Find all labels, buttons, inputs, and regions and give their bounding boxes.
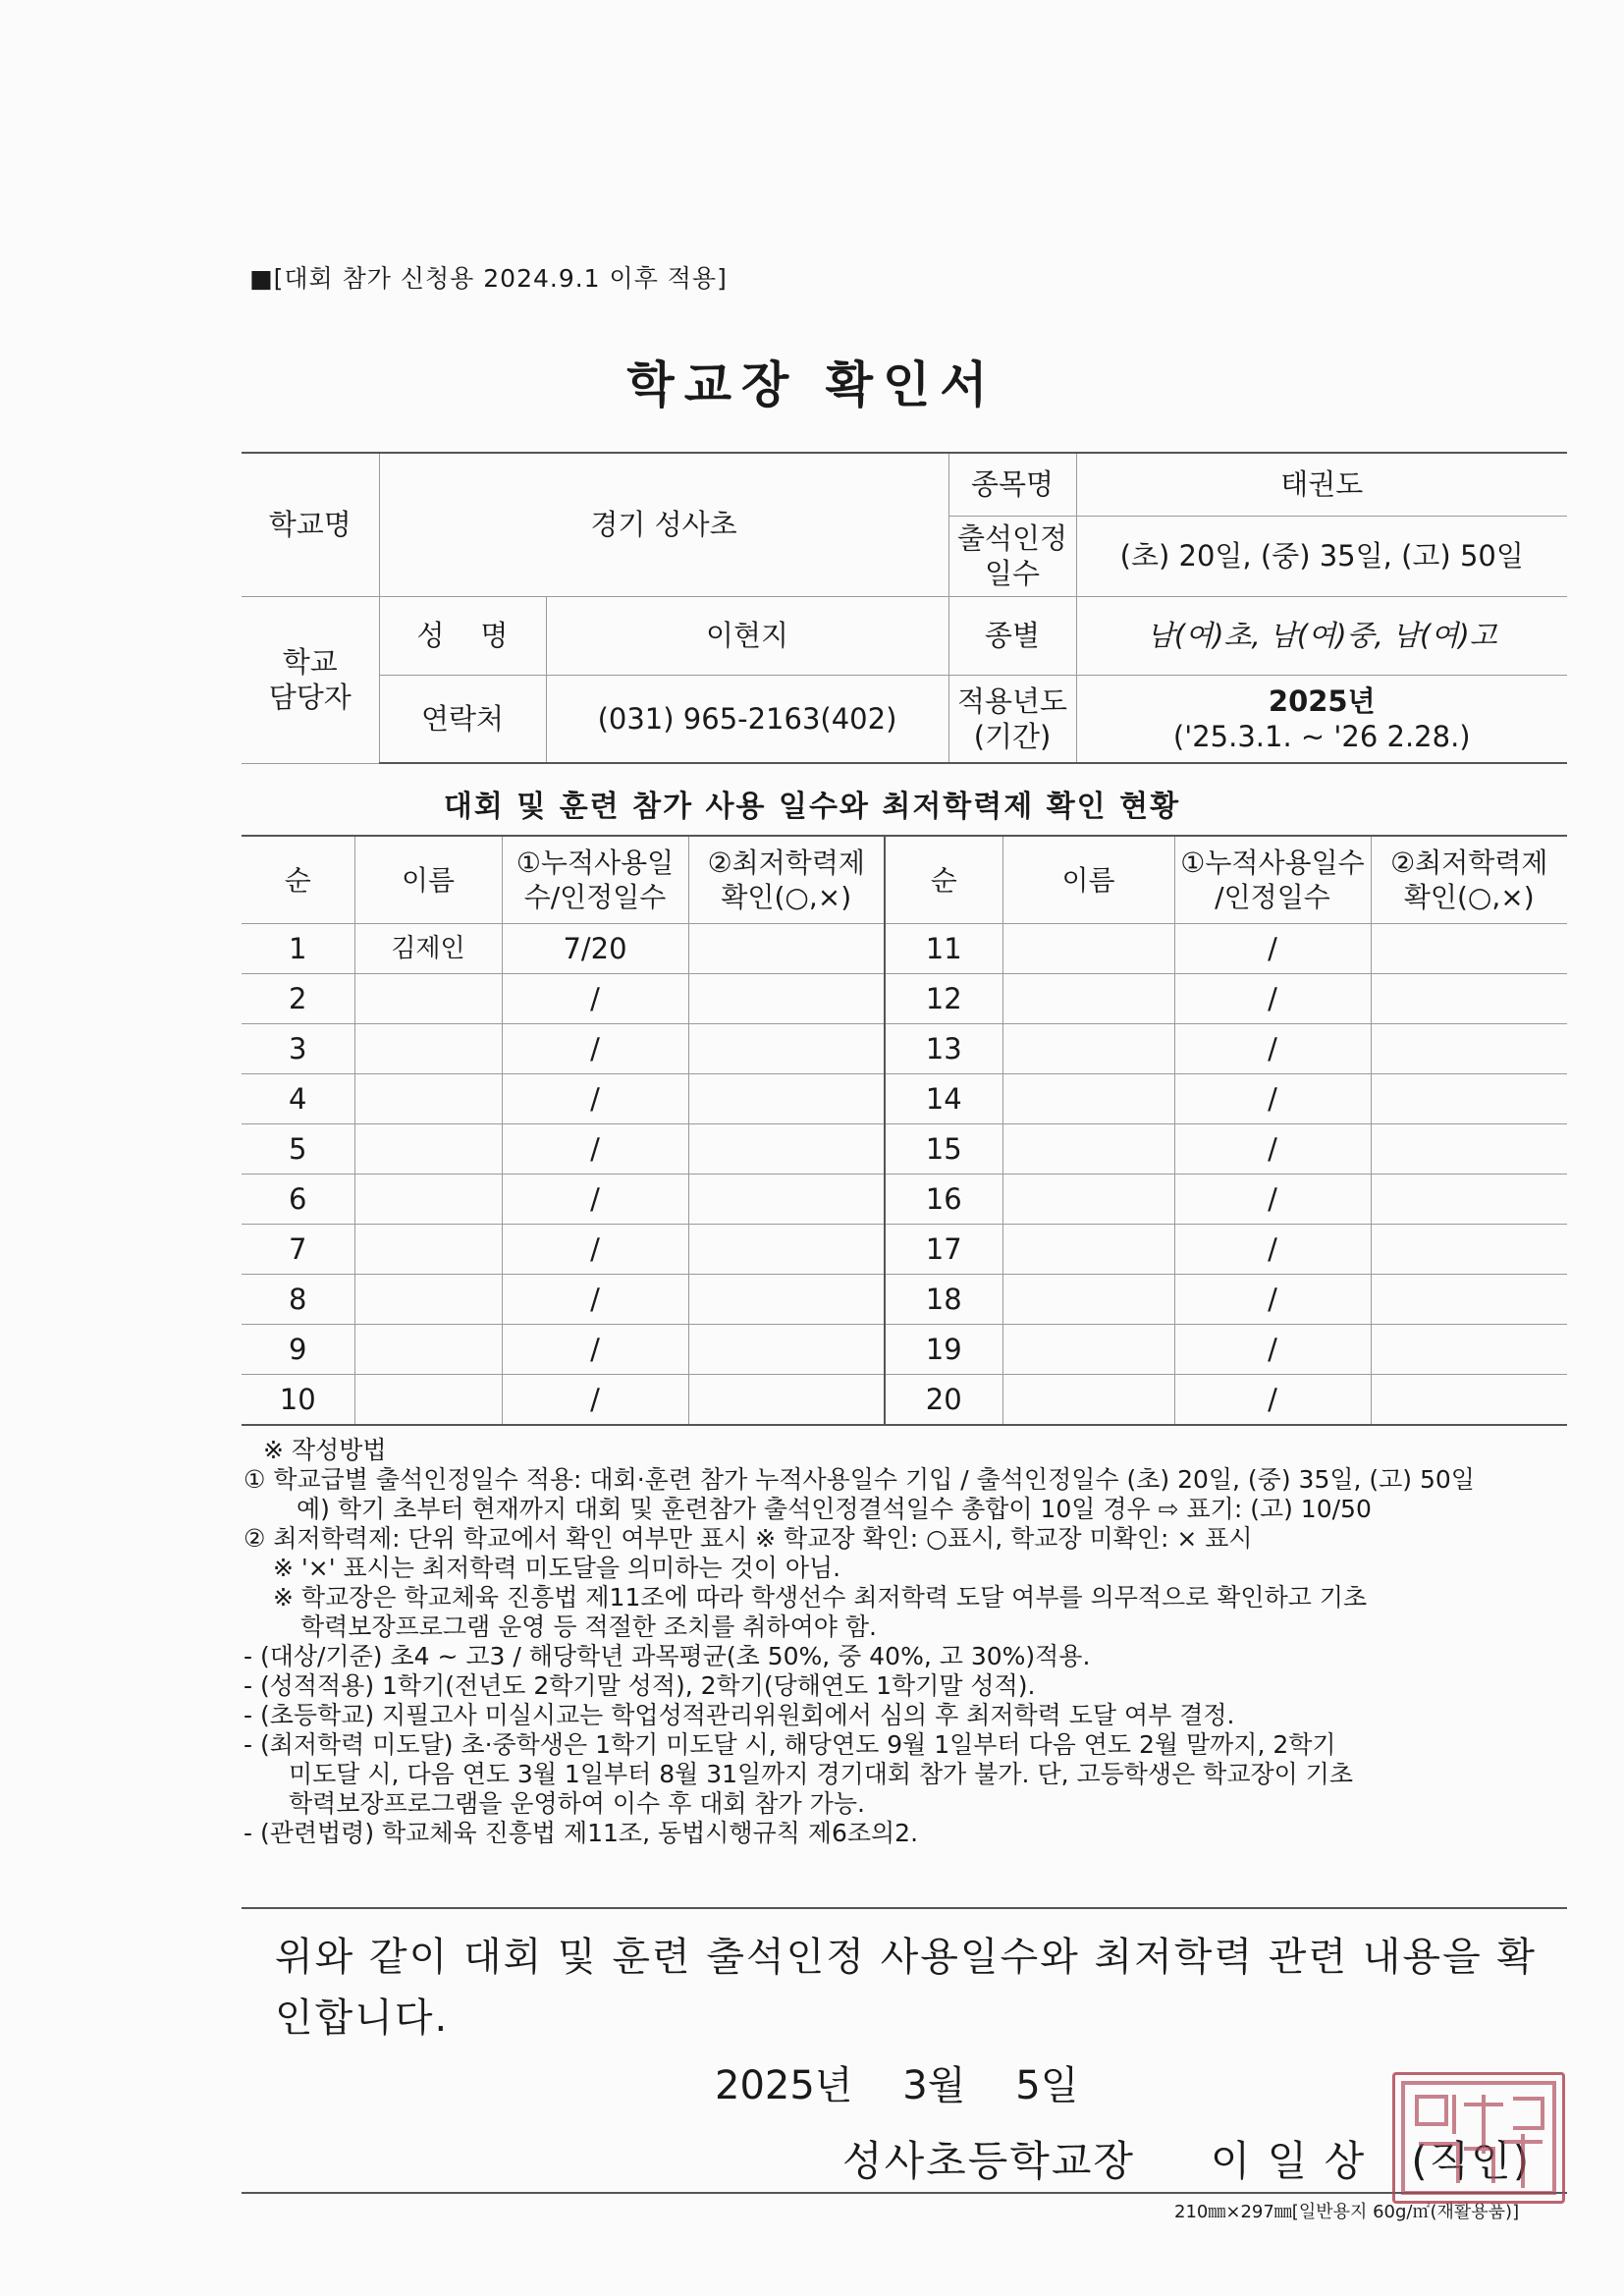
row-number: 1 (242, 924, 354, 974)
row-number: 9 (242, 1325, 354, 1375)
row-check (1371, 1375, 1567, 1426)
col-header-check: ②최저학력제 확인(○,×) (1371, 836, 1567, 924)
row-name (354, 974, 502, 1024)
row-number: 12 (885, 974, 1002, 1024)
table-row (242, 1325, 1567, 1375)
section-subtitle: 대회 및 훈련 참가 사용 일수와 최저학력제 확인 현황 (443, 790, 1181, 824)
row-used-days: / (1174, 1124, 1371, 1175)
divider (242, 1907, 1567, 1909)
row-number: 5 (242, 1124, 354, 1175)
instruction-line: - (초등학교) 지필고사 미실시교는 학업성적관리위원회에서 심의 후 최저학력 도달 여부 결정. (244, 1701, 1235, 1729)
attend-value: (초) 20일, (중) 35일, (고) 50일 (1076, 516, 1567, 596)
signer-line: 성사초등학교장 이 일 상 (직인) (842, 2137, 1532, 2185)
footer-divider (242, 2192, 1567, 2194)
row-check (1371, 974, 1567, 1024)
row-number: 3 (242, 1024, 354, 1074)
row-used-days: / (502, 1275, 688, 1325)
instructions (244, 1436, 1569, 1848)
col-header-used: ①누적사용일수 /인정일수 (1174, 836, 1371, 924)
row-number: 18 (885, 1275, 1002, 1325)
row-used-days: / (1174, 1375, 1371, 1426)
table-row (242, 1024, 1567, 1074)
row-used-days: 7/20 (502, 924, 688, 974)
row-number: 15 (885, 1124, 1002, 1175)
row-used-days: / (502, 1024, 688, 1074)
gender-label: 종별 (948, 596, 1076, 675)
row-used-days: / (502, 1124, 688, 1175)
row-check (1371, 1325, 1567, 1375)
row-name: 김제인 (354, 924, 502, 974)
row-name (1002, 1024, 1174, 1074)
row-name (1002, 1225, 1174, 1275)
year-cell (1076, 675, 1567, 763)
info-table (242, 452, 1567, 764)
row-name (354, 1024, 502, 1074)
official-seal-stamp (1392, 2072, 1565, 2204)
table-row (242, 1124, 1567, 1175)
row-name (354, 1275, 502, 1325)
instruction-line: 미도달 시, 다음 연도 3월 1일부터 8월 31일까지 경기대회 참가 불가. 단, 고등학생은 학교장이 기초 (289, 1760, 1354, 1788)
instruction-line: ① 학교급별 출석인정일수 적용: 대회·훈련 참가 누적사용일수 기입 / 출석인정일수 (초) 20일, (중) 35일, (고) 50일 (244, 1465, 1475, 1494)
table-row (242, 1375, 1567, 1426)
row-used-days: / (502, 1074, 688, 1124)
row-check (688, 1074, 885, 1124)
row-check (688, 1124, 885, 1175)
row-check (688, 1375, 885, 1426)
instruction-line: ※ 학교장은 학교체육 진흥법 제11조에 따라 학생선수 최저학력 도달 여부를 의무적으로 확인하고 기초 (273, 1583, 1368, 1612)
name-label: 성 명 (379, 596, 546, 675)
row-number: 17 (885, 1225, 1002, 1275)
col-header-check: ②최저학력제 확인(○,×) (688, 836, 885, 924)
table-row (242, 1074, 1567, 1124)
row-number: 13 (885, 1024, 1002, 1074)
row-number: 8 (242, 1275, 354, 1325)
col-header-no: 순 (242, 836, 354, 924)
row-used-days: / (1174, 974, 1371, 1024)
row-number: 7 (242, 1225, 354, 1275)
name-value: 이현지 (546, 596, 948, 675)
row-check (688, 924, 885, 974)
page-title: 학교장 확인서 (626, 356, 998, 413)
row-number: 6 (242, 1175, 354, 1225)
table-row (242, 924, 1567, 974)
row-name (354, 1124, 502, 1175)
row-used-days: / (502, 1225, 688, 1275)
row-used-days: / (1174, 1225, 1371, 1275)
row-check (1371, 1124, 1567, 1175)
year-value: 2025년 (1268, 683, 1376, 718)
instruction-line: - (최저학력 미도달) 초·중학생은 1학기 미도달 시, 해당연도 9월 1일부터 다음 연도 2월 말까지, 2학기 (244, 1730, 1336, 1759)
instruction-line: - (대상/기준) 초4 ~ 고3 / 해당학년 과목평균(초 50%, 중 40%, 고 30%)적용. (244, 1642, 1091, 1670)
instruction-line: ※ '×' 표시는 최저학력 미도달을 의미하는 것이 아님. (273, 1554, 841, 1582)
row-check (1371, 1024, 1567, 1074)
staff-label: 학교 담당자 (242, 596, 379, 763)
contact-value: (031) 965-2163(402) (546, 675, 948, 763)
school-label: 학교명 (242, 453, 379, 596)
paper-spec: 210㎜×297㎜[일반용지 60g/㎡(재활용품)] (1174, 2202, 1520, 2222)
instruction-line: - (관련법령) 학교체육 진흥법 제11조, 동법시행규칙 제6조의2. (244, 1819, 919, 1847)
row-used-days: / (1174, 1074, 1371, 1124)
row-name (354, 1175, 502, 1225)
row-number: 19 (885, 1325, 1002, 1375)
row-check (1371, 1074, 1567, 1124)
year-period: ('25.3.1. ~ '26 2.28.) (1172, 719, 1471, 753)
instruction-line: ② 최저학력제: 단위 학교에서 확인 여부만 표시 ※ 학교장 확인: ○표시, 학교장 미확인: × 표시 (244, 1524, 1253, 1553)
row-name (1002, 1074, 1174, 1124)
row-check (1371, 1175, 1567, 1225)
row-number: 10 (242, 1375, 354, 1426)
row-check (1371, 1275, 1567, 1325)
seal-icon (1395, 2075, 1562, 2201)
row-number: 16 (885, 1175, 1002, 1225)
row-name (354, 1325, 502, 1375)
row-used-days: / (1174, 924, 1371, 974)
records-table (242, 835, 1567, 1426)
row-name (1002, 1175, 1174, 1225)
contact-label: 연락처 (379, 675, 546, 763)
row-check (688, 1225, 885, 1275)
row-used-days: / (1174, 1024, 1371, 1074)
row-number: 20 (885, 1375, 1002, 1426)
row-name (1002, 1275, 1174, 1325)
form-tag: ■[대회 참가 신청용 2024.9.1 이후 적용] (249, 264, 728, 293)
row-check (688, 1024, 885, 1074)
row-check (1371, 1225, 1567, 1275)
instruction-line: ※ 작성방법 (263, 1436, 387, 1464)
table-row (242, 974, 1567, 1024)
row-number: 4 (242, 1074, 354, 1124)
row-check (688, 1325, 885, 1375)
row-name (354, 1074, 502, 1124)
row-name (1002, 924, 1174, 974)
instruction-line: 예) 학기 초부터 현재까지 대회 및 훈련참가 출석인정결석일수 총합이 10일 경우 ⇨ 표기: (고) 10/50 (297, 1495, 1372, 1523)
attend-label: 출석인정 일수 (948, 516, 1076, 596)
table-row (242, 1175, 1567, 1225)
table-row (242, 1225, 1567, 1275)
row-name (354, 1225, 502, 1275)
row-number: 2 (242, 974, 354, 1024)
school-value: 경기 성사초 (379, 453, 948, 596)
instruction-line: 학력보장프로그램 운영 등 적절한 조치를 취하여야 함. (300, 1613, 877, 1641)
row-used-days: / (1174, 1275, 1371, 1325)
event-value: 태권도 (1076, 453, 1567, 516)
year-label: 적용년도 (기간) (948, 675, 1076, 763)
gender-value: 남(여)초, 남(여)중, 남(여)고 (1076, 596, 1567, 675)
col-header-name: 이름 (354, 836, 502, 924)
row-check (688, 974, 885, 1024)
row-name (1002, 1325, 1174, 1375)
row-check (688, 1175, 885, 1225)
table-row (242, 1275, 1567, 1325)
col-header-name: 이름 (1002, 836, 1174, 924)
row-name (1002, 974, 1174, 1024)
row-used-days: / (502, 1175, 688, 1225)
row-check (1371, 924, 1567, 974)
row-name (354, 1375, 502, 1426)
row-used-days: / (502, 1375, 688, 1426)
row-check (688, 1275, 885, 1325)
col-header-no: 순 (885, 836, 1002, 924)
row-used-days: / (502, 1325, 688, 1375)
col-header-used: ①누적사용일 수/인정일수 (502, 836, 688, 924)
row-used-days: / (502, 974, 688, 1024)
instruction-line: - (성적적용) 1학기(전년도 2학기말 성적), 2학기(당해연도 1학기말 성적). (244, 1671, 1036, 1700)
row-number: 11 (885, 924, 1002, 974)
signature-date: 2025년 3월 5일 (715, 2063, 1079, 2108)
row-number: 14 (885, 1074, 1002, 1124)
confirmation-text: 위와 같이 대회 및 훈련 출석인정 사용일수와 최저학력 관련 내용을 확인합니다. (275, 1935, 1538, 2041)
row-name (1002, 1375, 1174, 1426)
instruction-line: 학력보장프로그램을 운영하여 이수 후 대회 참가 가능. (289, 1789, 865, 1818)
row-used-days: / (1174, 1175, 1371, 1225)
row-used-days: / (1174, 1325, 1371, 1375)
row-name (1002, 1124, 1174, 1175)
event-label: 종목명 (948, 453, 1076, 516)
